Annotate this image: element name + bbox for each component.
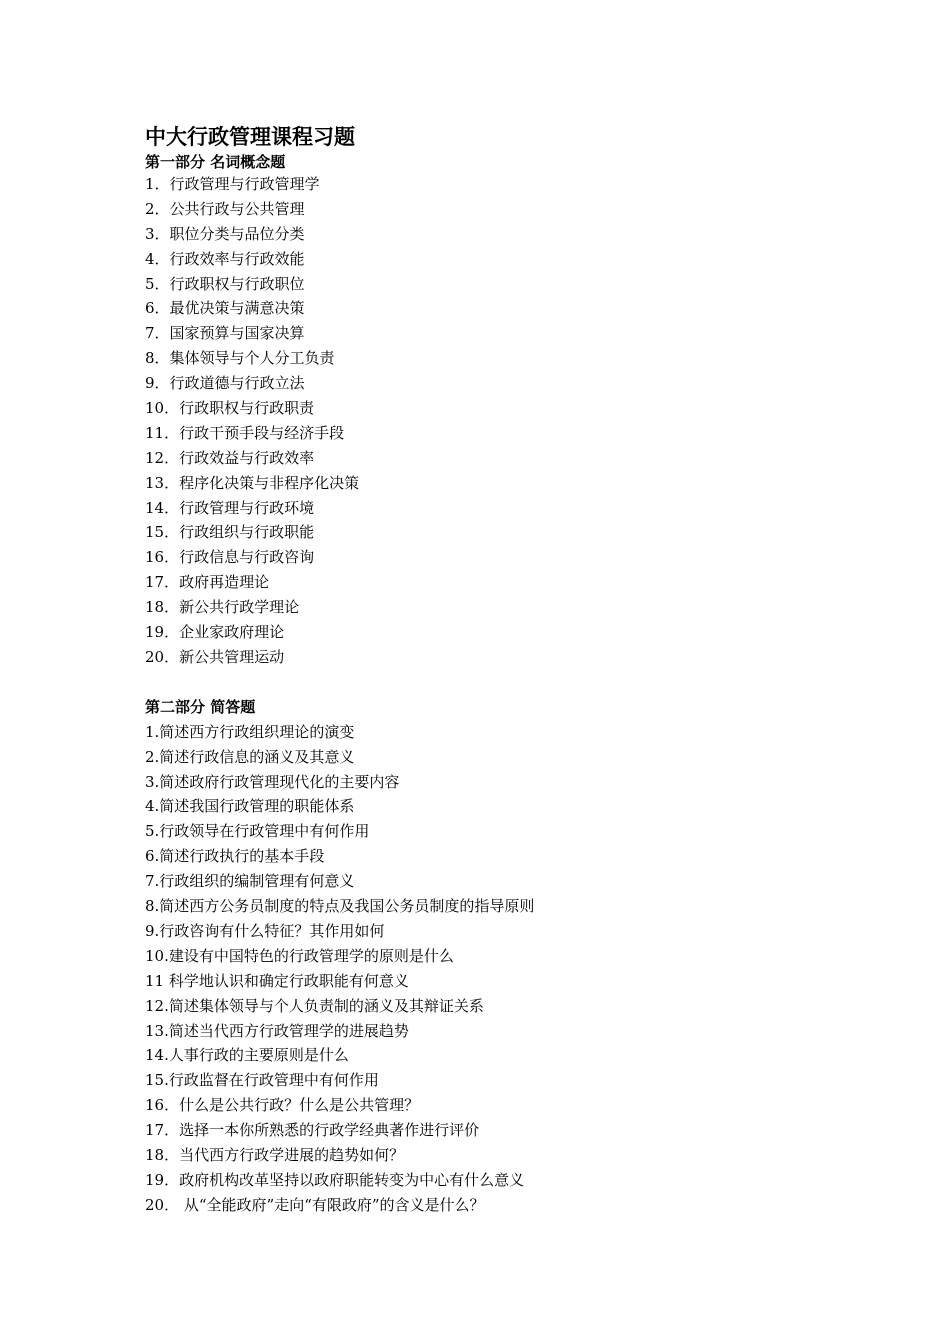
- list-item: 12.简述集体领导与个人负责制的涵义及其辩证关系: [145, 996, 484, 1015]
- list-item: 6．最优决策与满意决策: [145, 299, 305, 318]
- section-spacer: [145, 670, 845, 695]
- list-item: 16．什么是公共行政？什么是公共管理？: [145, 1096, 420, 1115]
- list-item: 5．行政职权与行政职位: [145, 274, 305, 293]
- list-item: 14.人事行政的主要原则是什么: [145, 1046, 349, 1065]
- list-item: 11 科学地认识和确定行政职能有何意义: [145, 971, 409, 990]
- list-item: 19．政府机构改革坚持以政府职能转变为中心有什么意义: [145, 1170, 525, 1189]
- list-item: 13.简述当代西方行政管理学的进展趋势: [145, 1021, 409, 1040]
- list-item: 9．行政道德与行政立法: [145, 374, 305, 393]
- list-item: 11．行政干预手段与经济手段: [145, 423, 345, 442]
- list-item: 3.简述政府行政管理现代化的主要内容: [145, 772, 400, 791]
- list-item: 18．新公共行政学理论: [145, 598, 300, 617]
- list-item: 1.简述西方行政组织理论的演变: [145, 722, 355, 741]
- list-item: 18．当代西方行政学进展的趋势如何？: [145, 1145, 405, 1164]
- list-item: 13．程序化决策与非程序化决策: [145, 473, 360, 492]
- part2-heading: 第二部分 简答题: [145, 697, 256, 716]
- list-item: 17．选择一本你所熟悉的行政学经典著作进行评价: [145, 1121, 480, 1140]
- list-item: 8.简述西方公务员制度的特点及我国公务员制度的指导原则: [145, 897, 535, 916]
- list-item: 20．新公共管理运动: [145, 647, 285, 666]
- list-item: 2.简述行政信息的涵义及其意义: [145, 747, 355, 766]
- list-item: 15.行政监督在行政管理中有何作用: [145, 1071, 379, 1090]
- list-item: 3．职位分类与品位分类: [145, 224, 305, 243]
- list-item: 9.行政咨询有什么特征？其作用如何: [145, 921, 385, 940]
- list-item: 19．企业家政府理论: [145, 623, 285, 642]
- list-item: 4．行政效率与行政效能: [145, 249, 305, 268]
- list-item: 4.简述我国行政管理的职能体系: [145, 797, 355, 816]
- list-item: 7.行政组织的编制管理有何意义: [145, 872, 355, 891]
- list-item: 20． 从“全能政府”走向“有限政府”的含义是什么？: [145, 1195, 485, 1214]
- part1-heading: 第一部分 名词概念题: [145, 153, 286, 171]
- list-item: 2．公共行政与公共管理: [145, 199, 305, 218]
- part2-list: [145, 720, 845, 1218]
- list-item: 15．行政组织与行政职能: [145, 523, 315, 542]
- list-item: 8．集体领导与个人分工负责: [145, 349, 335, 368]
- list-item: 16．行政信息与行政咨询: [145, 548, 315, 567]
- list-item: 10．行政职权与行政职责: [145, 399, 315, 418]
- list-item: 10.建设有中国特色的行政管理学的原则是什么: [145, 946, 454, 965]
- list-item: 14．行政管理与行政环境: [145, 498, 315, 517]
- list-item: 1．行政管理与行政管理学: [145, 175, 320, 193]
- part1-list: [145, 172, 845, 670]
- document-title: 中大行政管理课程习题: [145, 124, 355, 149]
- list-item: 12．行政效益与行政效率: [145, 448, 315, 467]
- list-item: 5.行政领导在行政管理中有何作用: [145, 822, 370, 841]
- list-item: 6.简述行政执行的基本手段: [145, 847, 325, 866]
- list-item: 7．国家预算与国家决算: [145, 324, 305, 343]
- list-item: 17．政府再造理论: [145, 573, 270, 592]
- document-page: [145, 122, 845, 1218]
